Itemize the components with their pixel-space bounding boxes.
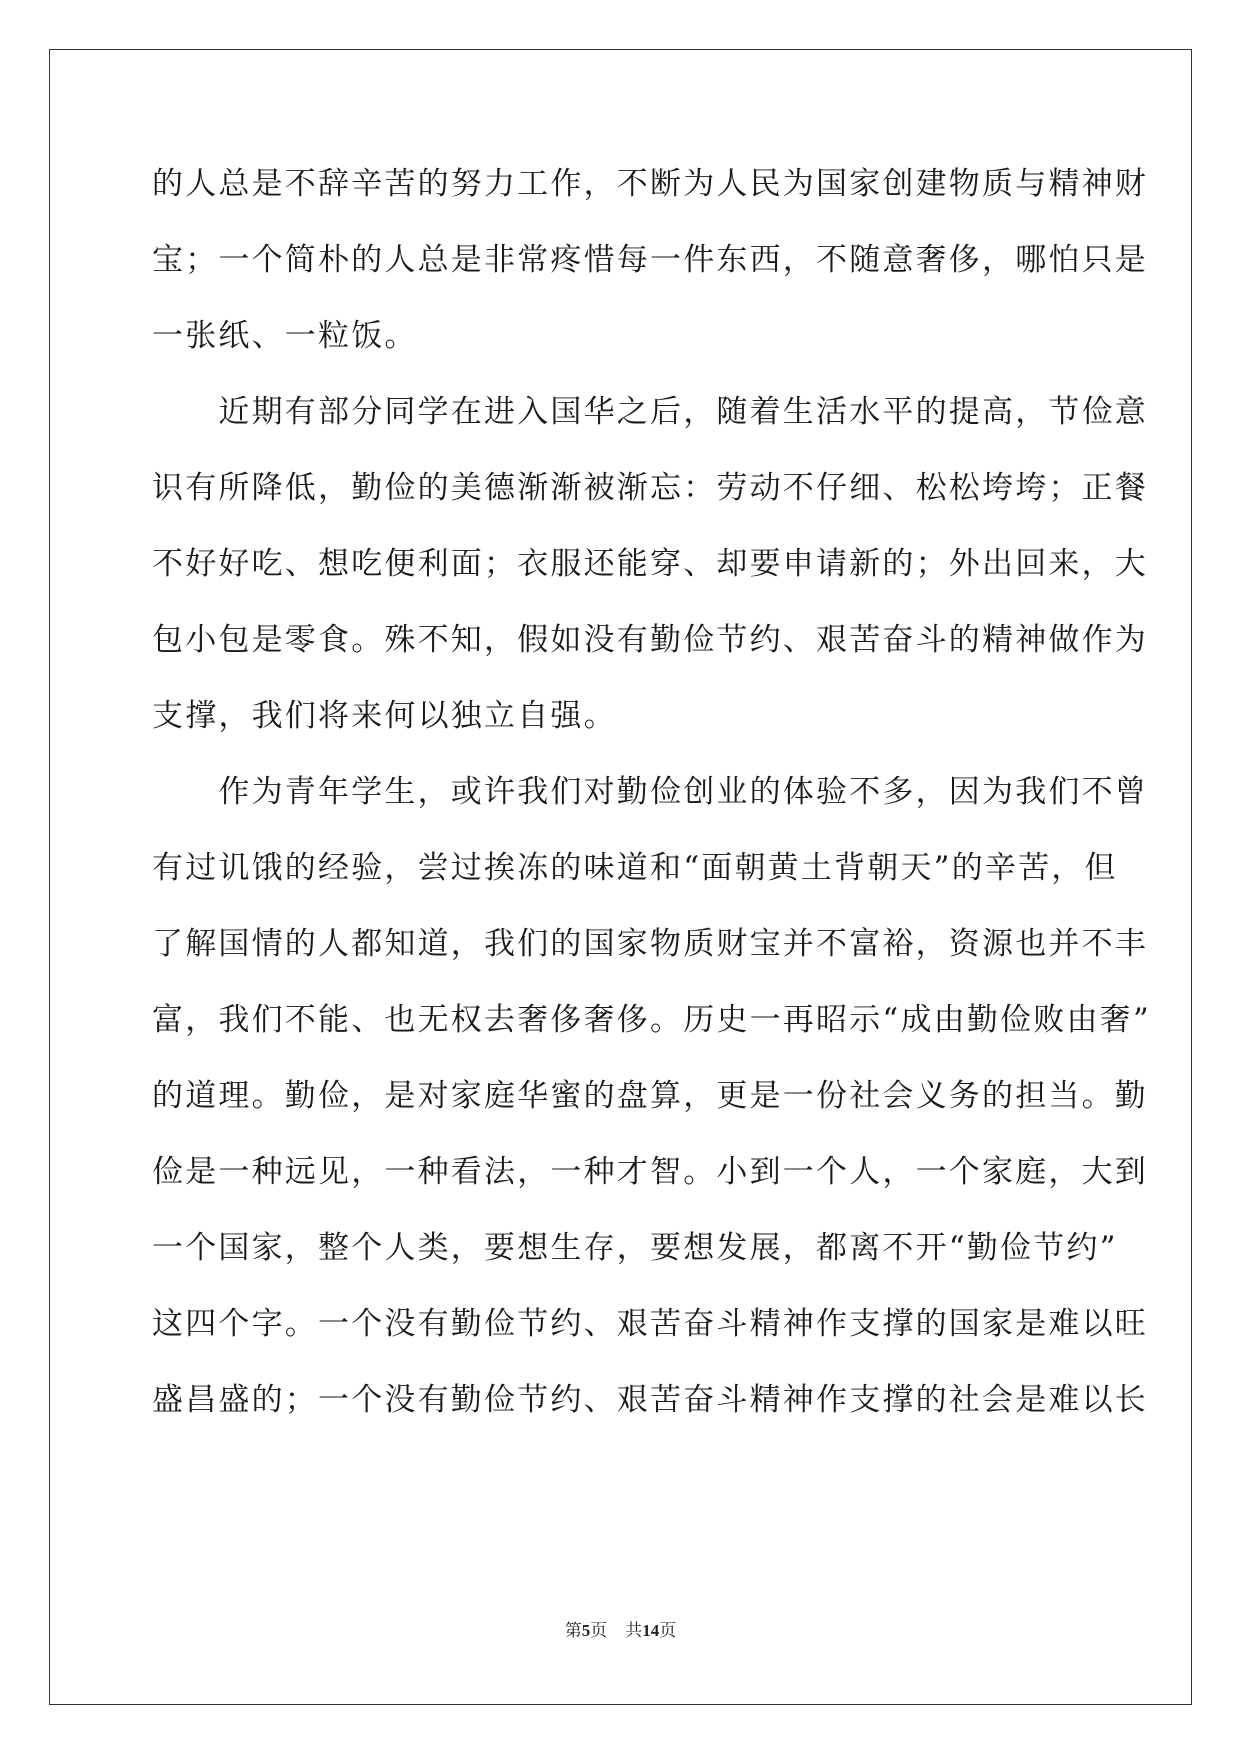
text-line: 了解国情的人都知道，我们的国家物质财宝并不富裕，资源也并不丰 — [152, 926, 1148, 962]
page-number: 5 — [581, 1621, 591, 1640]
text-line: 盛昌盛的；一个没有勤俭节约、艰苦奋斗精神作支撑的社会是难以长 — [152, 1382, 1148, 1418]
footer-total-prefix: 共 — [625, 1621, 643, 1640]
text-line: 的道理。勤俭，是对家庭华蜜的盘算，更是一份社会义务的担当。勤 — [152, 1078, 1148, 1114]
footer-page-suffix: 页 — [590, 1621, 608, 1640]
text-line: 支撑，我们将来何以独立自强。 — [152, 698, 617, 734]
text-line: 宝；一个简朴的人总是非常疼惜每一件东西，不随意奢侈，哪怕只是 — [152, 242, 1148, 278]
text-line: 包小包是零食。殊不知，假如没有勤俭节约、艰苦奋斗的精神做作为 — [152, 622, 1148, 658]
text-line: 一张纸、一粒饭。 — [152, 318, 418, 354]
text-line: 一个国家，整个人类，要想生存，要想发展，都离不开“勤俭节约” — [152, 1230, 1118, 1266]
text-line: 作为青年学生，或许我们对勤俭创业的体验不多，因为我们不曾 — [152, 774, 1148, 810]
text-line: 的人总是不辞辛苦的努力工作，不断为人民为国家创建物质与精神财 — [152, 166, 1148, 202]
page-footer — [0, 1616, 1241, 1641]
text-line: 识有所降低，勤俭的美德渐渐被渐忘：劳动不仔细、松松垮垮；正餐 — [152, 470, 1148, 506]
text-line: 富，我们不能、也无权去奢侈奢侈。历史一再昭示“成由勤俭败由奢” — [152, 1002, 1151, 1038]
text-line: 有过讥饿的经验，尝过挨冻的味道和“面朝黄土背朝天”的辛苦，但 — [152, 850, 1118, 886]
footer-prefix: 第 — [564, 1621, 582, 1640]
footer-total-suffix: 页 — [659, 1621, 677, 1640]
text-line: 俭是一种远见，一种看法，一种才智。小到一个人，一个家庭，大到 — [152, 1154, 1148, 1190]
total-pages: 14 — [642, 1621, 660, 1640]
document-body — [152, 157, 1151, 1449]
text-line: 不好好吃、想吃便利面；衣服还能穿、却要申请新的；外出回来，大 — [152, 546, 1148, 582]
text-line: 这四个字。一个没有勤俭节约、艰苦奋斗精神作支撑的国家是难以旺 — [152, 1306, 1148, 1342]
text-line: 近期有部分同学在进入国华之后，随着生活水平的提高，节俭意 — [152, 394, 1148, 430]
